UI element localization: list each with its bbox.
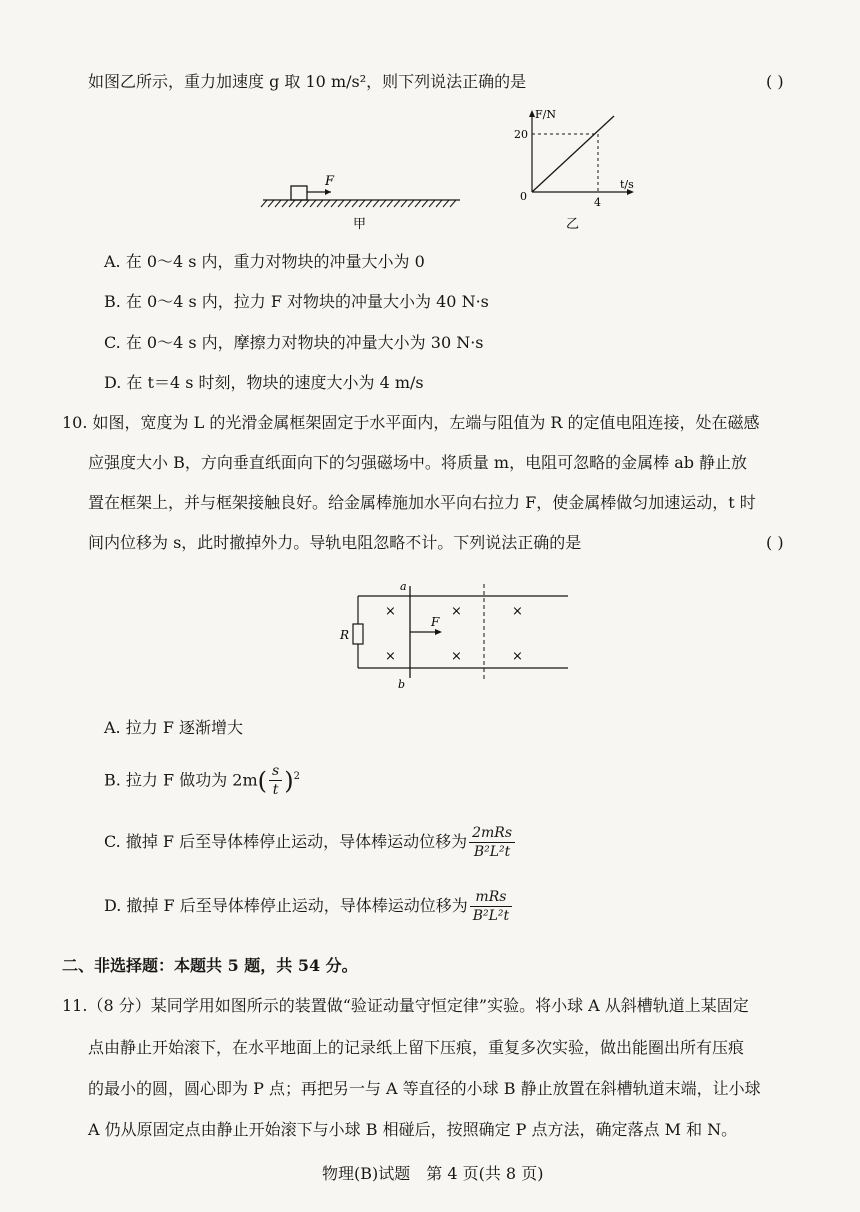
hatch-line xyxy=(310,200,316,207)
hatch-line xyxy=(443,200,449,207)
q10-line-1: 10. 如图，宽度为 L 的光滑金属框架固定于水平面内，左端与阻值为 R 的定值电阻连接，处在磁感 xyxy=(62,413,760,432)
q10-option-c xyxy=(104,822,517,862)
page-footer: 物理(B)试题 第 4 页(共 8 页) xyxy=(322,1164,544,1183)
origin-label: 0 xyxy=(520,190,527,203)
hatch-line xyxy=(366,200,372,207)
q10-line-3: 置在框架上，并与框架接触良好。给金属棒施加水平向右拉力 F，使金属棒做匀加速运动，t 时 xyxy=(88,493,756,512)
hatch-line xyxy=(275,200,281,207)
field-mark: × xyxy=(451,649,462,664)
hatch-line xyxy=(338,200,344,207)
hatch-line xyxy=(436,200,442,207)
hatch-line xyxy=(450,200,456,207)
q10-option-b: B. 拉力 F 做功为 2m( $\frac{s}{t}$ )$^2$ xyxy=(104,763,300,799)
y-tick-label: 20 xyxy=(514,128,528,141)
y-axis-label: F/N xyxy=(535,108,556,121)
hatch-line xyxy=(289,200,295,207)
figure-yi-graph xyxy=(510,104,650,234)
hatch-line xyxy=(331,200,337,207)
force-line xyxy=(532,116,614,192)
hatch-line xyxy=(422,200,428,207)
q10-option-b-exponent: 2 xyxy=(293,771,300,782)
pull-force-label: F xyxy=(431,615,440,629)
pull-force-arrowhead xyxy=(435,629,442,635)
section-heading: 二、非选择题：本题共 5 题，共 54 分。 xyxy=(62,956,358,975)
hatch-line xyxy=(261,200,267,207)
hatch-line xyxy=(387,200,393,207)
q10-line-4: 间内位移为 s，此时撤掉外力。导轨电阻忽略不计。下列说法正确的是 xyxy=(88,533,582,552)
resistor-label: R xyxy=(340,628,350,642)
q10-line-2: 应强度大小 B，方向垂直纸面向下的匀强磁场中。将质量 m，电阻可忽略的金属棒 ab 静止放 xyxy=(88,453,748,472)
q11-line-4: A 仍从原固定点由静止开始滚下与小球 B 相碰后，按照确定 P 点方法，确定落点 M 和 N。 xyxy=(88,1120,738,1139)
hatch-line xyxy=(380,200,386,207)
q10-option-c-text: C. 撤掉 F 后至导体棒停止运动，导体棒运动位移为 xyxy=(104,832,468,851)
field-mark: × xyxy=(512,604,523,619)
q9-option-b: B. 在 0～4 s 内，拉力 F 对物块的冲量大小为 40 N·s xyxy=(104,292,489,311)
hatch-line xyxy=(401,200,407,207)
resistor xyxy=(353,624,363,644)
q9-option-c: C. 在 0～4 s 内，摩擦力对物块的冲量大小为 30 N·s xyxy=(104,333,484,352)
hatch-line xyxy=(429,200,435,207)
q10-option-b-fraction: $\frac{s}{t}$ xyxy=(269,763,282,798)
x-tick-label: 4 xyxy=(594,196,601,209)
hatch-line xyxy=(352,200,358,207)
q10-option-b-text: B. 拉力 F 做功为 2m xyxy=(104,770,258,790)
hatch-line xyxy=(394,200,400,207)
hatch-line xyxy=(345,200,351,207)
hatch-line xyxy=(359,200,365,207)
q11-line-2: 点由静止开始滚下，在水平地面上的记录纸上留下压痕，重复多次实验，做出能圈出所有压痕 xyxy=(88,1038,745,1057)
q9-stem: 如图乙所示，重力加速度 g 取 10 m/s²，则下列说法正确的是 xyxy=(88,72,527,91)
block xyxy=(291,186,307,200)
hatch-line xyxy=(268,200,274,207)
figure-rails xyxy=(338,582,578,690)
force-arrowhead xyxy=(325,189,331,195)
q10-option-d-text: D. 撤掉 F 后至导体棒停止运动，导体棒运动位移为 xyxy=(104,896,468,915)
figure-jia xyxy=(255,170,465,240)
field-mark: × xyxy=(512,649,523,664)
q11-line-3: 的最小的圆，圆心即为 P 点；再把另一与 A 等直径的小球 B 静止放置在斜槽轨道末端，让小球 xyxy=(88,1079,761,1098)
hatch-line xyxy=(373,200,379,207)
hatch-line xyxy=(282,200,288,207)
rod-label-a: a xyxy=(400,582,407,593)
figure-yi-caption: 乙 xyxy=(566,217,580,232)
field-mark: × xyxy=(451,604,462,619)
ground-hatching xyxy=(261,200,456,207)
hatch-line xyxy=(317,200,323,207)
rod-label-b: b xyxy=(398,678,406,690)
q9-option-a: A. 在 0～4 s 内，重力对物块的冲量大小为 0 xyxy=(104,252,425,271)
figure-jia-caption: 甲 xyxy=(353,217,367,232)
hatch-line xyxy=(415,200,421,207)
hatch-line xyxy=(324,200,330,207)
hatch-line xyxy=(296,200,302,207)
q9-answer-bracket: ( ) xyxy=(766,72,784,91)
hatch-line xyxy=(408,200,414,207)
q10-option-d xyxy=(104,886,514,926)
q10-option-c-fraction: $\frac{\text{2mRs}}{\text{B²L²t}}$ xyxy=(469,825,515,860)
x-axis-label: t/s xyxy=(620,178,634,191)
field-mark: × xyxy=(385,649,396,664)
q10-option-d-fraction: $\frac{\text{mRs}}{\text{B²L²t}}$ xyxy=(470,889,512,924)
field-mark: × xyxy=(385,604,396,619)
q10-option-a: A. 拉力 F 逐渐增大 xyxy=(104,718,244,737)
q10-answer-bracket: ( ) xyxy=(766,533,784,552)
force-label: F xyxy=(325,174,335,189)
hatch-line xyxy=(303,200,309,207)
q11-line-1: 11.（8 分）某同学用如图所示的装置做“验证动量守恒定律”实验。将小球 A 从斜槽轨道上某固定 xyxy=(62,996,749,1015)
q9-option-d: D. 在 t＝4 s 时刻，物块的速度大小为 4 m/s xyxy=(104,373,424,392)
